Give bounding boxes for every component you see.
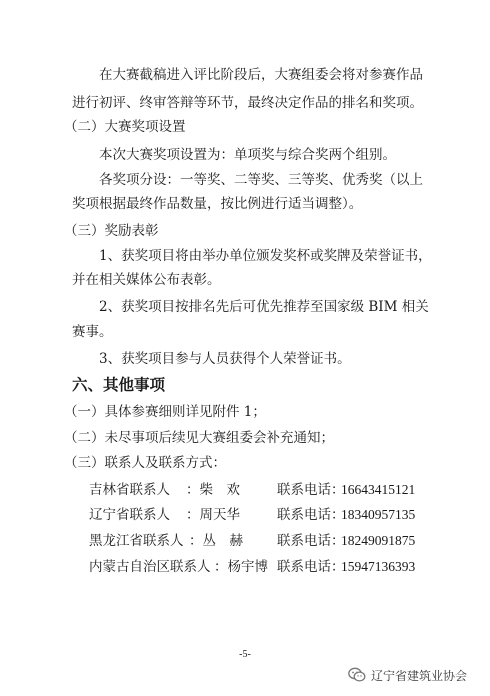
contact-person: ：杨宇博 (214, 559, 268, 575)
contact-tel: 18249091875 (341, 533, 416, 548)
contact-region: 黑龙江省联系人 (89, 533, 184, 549)
contact-tel: 16643415121 (341, 482, 416, 497)
paragraph-line: 3、获奖项目参与人员获得个人荣誉证书。 (99, 351, 351, 367)
paragraph-line: 赛事。 (72, 324, 113, 340)
contact-person: ：周天华 (186, 507, 240, 523)
paragraph-line: 本次大赛奖项设置为：单项奖与综合奖两个组别。 (99, 147, 396, 163)
paragraph-line: 各奖项分设：一等奖、二等奖、三等奖、优秀奖（以上 (99, 172, 423, 188)
contact-tel: 18340957135 (341, 507, 416, 522)
contact-tel-label: 联系电话： (277, 507, 345, 523)
contact-tel-label: 联系电话： (277, 533, 345, 549)
contact-tel: 15947136393 (341, 559, 416, 574)
subheading-rewards: （三）奖励表彰 (64, 223, 159, 239)
wechat-logo-icon (348, 667, 366, 683)
paragraph-line: 进行初评、终审答辩等环节，最终决定作品的排名和奖项。 (72, 95, 423, 111)
paragraph-line: 并在相关媒体公布表彰。 (72, 272, 221, 288)
watermark (348, 666, 488, 684)
paragraph-line: 1、获奖项目将由举办单位颁发奖杯或奖牌及荣誉证书， (99, 248, 432, 264)
section-item: （一）具体参赛细则详见附件 1； (64, 404, 266, 420)
section-item: （三）联系人及联系方式： (64, 455, 226, 471)
contact-region: 辽宁省联系人 (89, 507, 170, 523)
contact-person: ：丛 赫 (189, 533, 243, 549)
page-number: -5- (239, 649, 251, 660)
watermark-text: 辽宁省建筑业协会 (371, 668, 468, 683)
contact-region: 内蒙古自治区联系人 (89, 559, 211, 575)
paragraph-line: 奖项根据最终作品数量，按比例进行适当调整）。 (72, 196, 363, 212)
subheading-awards: （二）大赛奖项设置 (64, 119, 186, 135)
contact-tel-label: 联系电话： (277, 482, 345, 498)
contact-person: ：柴 欢 (186, 482, 240, 498)
contact-tel-label: 联系电话： (277, 559, 345, 575)
section-item: （二）未尽事项后续见大赛组委会补充通知； (64, 430, 334, 446)
paragraph-line: 2、获奖项目按排名先后可优先推荐至国家级 BIM 相关 (99, 299, 429, 315)
contact-region: 吉林省联系人 (89, 482, 170, 498)
paragraph-line: 在大赛截稿进入评比阶段后，大赛组委会将对参赛作品 (99, 67, 423, 83)
section-title: 六、其他事项 (72, 376, 166, 394)
